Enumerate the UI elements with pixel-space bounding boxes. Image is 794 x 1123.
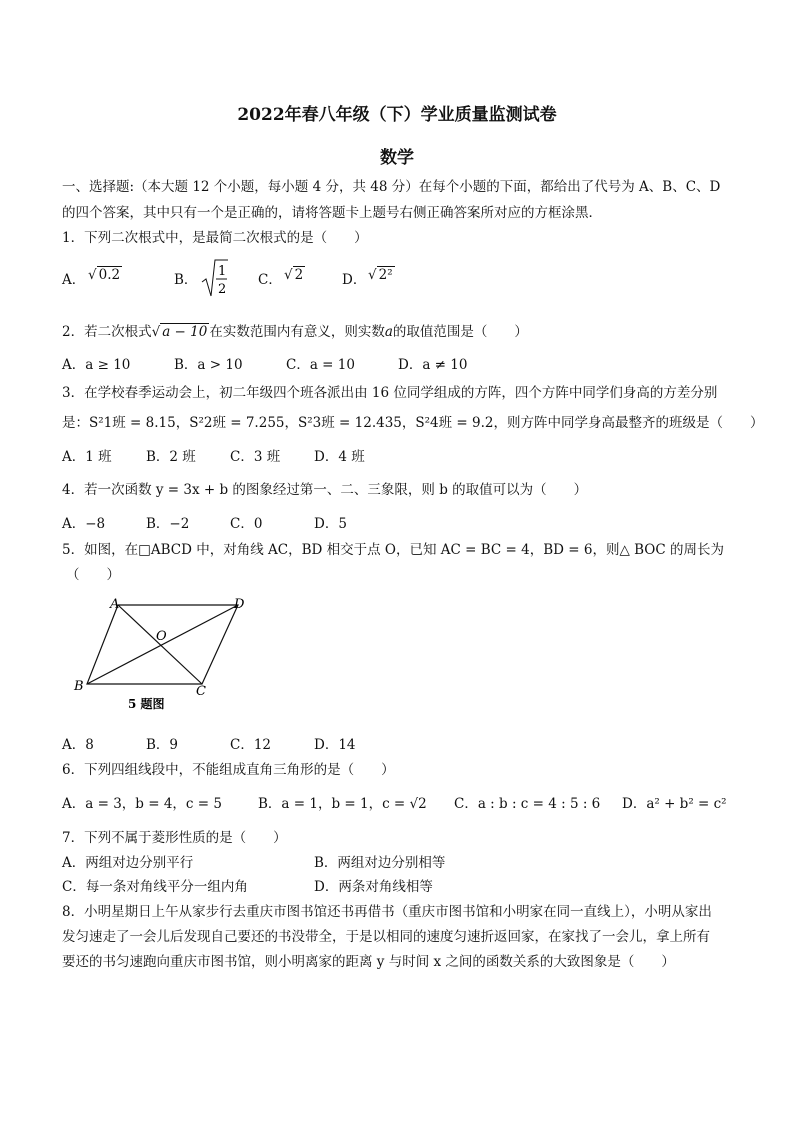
q6-option-d: D．a² + b² = c²	[622, 796, 727, 812]
vertex-c-label: C	[196, 684, 206, 699]
question-5-stem-2: （ ）	[66, 567, 120, 583]
q1-option-b-label: B．	[174, 272, 198, 288]
vertex-a-label: A	[110, 597, 120, 612]
q2-option-b: B．a > 10	[174, 357, 243, 373]
q5-option-c: C．12	[230, 737, 272, 753]
q6-option-c: C．a : b : c = 4 : 5 : 6	[454, 796, 601, 812]
q7-option-c: C．每一条对角线平分一组内角	[62, 879, 248, 895]
question-3-stem: 3．在学校春季运动会上，初二年级四个班各派出由 16 位同学组成的方阵，四个方阵中同学们身高的方差分别	[62, 385, 718, 401]
center-o-label: O	[156, 629, 167, 644]
q1-option-b-math	[200, 258, 230, 304]
q1-option-a-label: A．	[62, 272, 86, 288]
question-3-stem-2: 是：S²1班 = 8.15，S²2班 = 7.255，S²3班 = 12.435，S²4班 = 9.2，则方阵中同学身高最整齐的班级是（ ）	[62, 415, 764, 431]
question-1-stem: 1．下列二次根式中，是最简二次根式的是（ ）	[62, 230, 368, 246]
q3-option-d: D．4 班	[314, 449, 365, 465]
q7-option-d: D．两条对角线相等	[314, 879, 433, 895]
q4-option-a: A．−8	[62, 516, 106, 532]
question-2-stem: 2．若二次根式√ a − 10 在实数范围内有意义，则实数a的取值范围是（ ）	[62, 324, 528, 340]
q2-option-d: D．a ≠ 10	[398, 357, 468, 373]
q2-option-c: C．a = 10	[286, 357, 355, 373]
q7-option-a: A．两组对边分别平行	[62, 855, 194, 871]
q4-option-b: B．−2	[146, 516, 190, 532]
q5-option-a: A．8	[62, 737, 94, 753]
question-6-stem: 6．下列四组线段中，不能组成直角三角形的是（ ）	[62, 762, 395, 778]
q2-option-a: A．a ≥ 10	[62, 357, 131, 373]
question-8-stem-3: 要还的书匀速跑向重庆市图书馆，则小明离家的距离 y 与时间 x 之间的函数关系的大致图象是（ ）	[62, 954, 675, 970]
section-instructions-line2: 的四个答案，其中只有一个是正确的，请将答题卡上题号右侧正确答案所对应的方框涂黑．	[62, 205, 602, 221]
q1-option-c-math: √ 2	[284, 267, 304, 283]
q5-option-d: D．14	[314, 737, 356, 753]
svg-text:1: 1	[218, 264, 227, 279]
question-8-stem: 8．小明星期日上午从家步行去重庆市图书馆还书再借书（重庆市图书馆和小明家在同一直线上），小明从家出	[62, 904, 712, 920]
q5-option-b: B．9	[146, 737, 179, 753]
q2-radical: √ a − 10	[151, 324, 208, 340]
vertex-b-label: B	[74, 679, 84, 694]
q3-option-c: C．3 班	[230, 449, 281, 465]
q6-option-a: A．a = 3，b = 4，c = 5	[62, 796, 222, 812]
exam-title: 2022年春八年级（下）学业质量监测试卷	[237, 105, 557, 125]
parallelogram-figure	[62, 592, 262, 717]
q7-option-b: B．两组对边分别相等	[314, 855, 446, 871]
figure-caption: 5 题图	[128, 697, 165, 711]
subject-heading: 数学	[380, 148, 414, 168]
q1-option-a-math: √ 0.2	[88, 267, 121, 283]
q6-option-b: B．a = 1，b = 1，c = √2	[258, 796, 427, 812]
svg-text:2: 2	[218, 282, 227, 297]
question-8-stem-2: 发匀速走了一会儿后发现自己要还的书没带全，于是以相同的速度匀速折返回家，在家找了一会儿，拿上所有	[62, 929, 710, 945]
question-7-stem: 7．下列不属于菱形性质的是（ ）	[62, 830, 287, 846]
q1-option-d-label: D．	[342, 272, 367, 288]
q3-option-a: A．1 班	[62, 449, 112, 465]
question-7-options	[62, 851, 562, 895]
q4-option-d: D．5	[314, 516, 347, 532]
vertex-d-label: D	[234, 597, 245, 612]
q1-option-d-math: √ 2²	[368, 267, 393, 283]
q4-option-c: C．0	[230, 516, 263, 532]
question-4-stem: 4．若一次函数 y = 3x + b 的图象经过第一、二、三象限，则 b 的取值可以为（ ）	[62, 482, 588, 498]
q1-option-c-label: C．	[258, 272, 282, 288]
question-5-stem: 5．如图，在□ABCD 中，对角线 AC，BD 相交于点 O，已知 AC = BC = 4，BD = 6，则△ BOC 的周长为	[62, 542, 724, 558]
section-instructions-line1: 一、选择题:（本大题 12 个小题，每小题 4 分，共 48 分）在每个小题的下面，都给出了代号为 A、B、C、D	[62, 179, 721, 195]
q3-option-b: B．2 班	[146, 449, 196, 465]
